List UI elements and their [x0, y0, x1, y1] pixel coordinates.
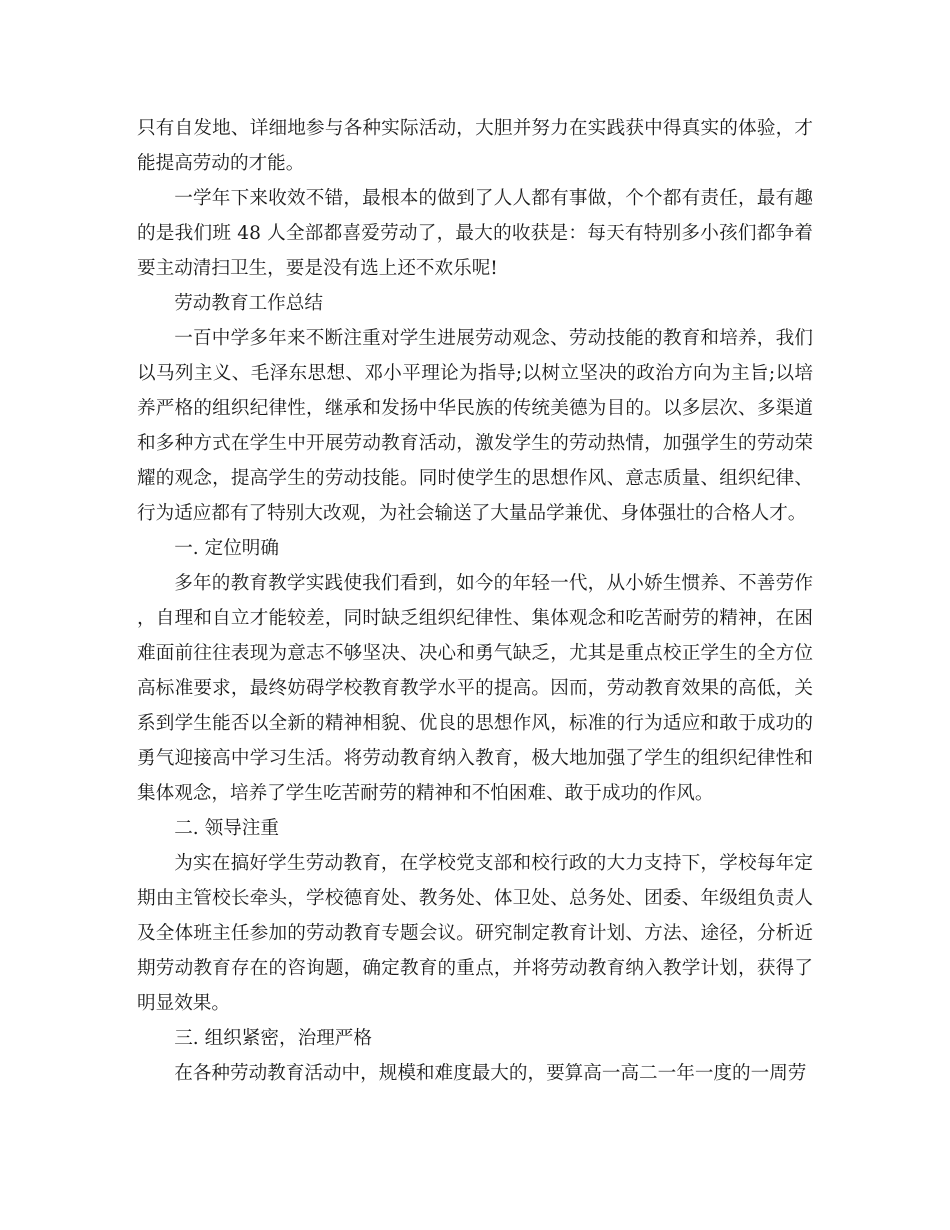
heading-organization: 三. 组织紧密，治理严格: [174, 1028, 372, 1049]
heading-positioning: 一. 定位明确: [174, 538, 279, 559]
paragraph-leadership: 为实在搞好学生劳动教育，在学校党支部和校行政的大力支持下，学校每年定期由主管校长牵头，学校德育处、教务处、体卫处、总务处、团委、年级组负责人及全体班主任参加的劳动教育专题会议。研究制定教育计划、方法、途径，分析近期劳动教育存在的咨询题，确定教育的重点，并将劳动教育纳入教学计划，获得了明显效果。: [137, 853, 813, 1014]
paragraph-1: 只有自发地、详细地参与各种实际活动，大胆并努力在实践获中得真实的体验，才能提高劳动的才能。: [137, 118, 813, 174]
paragraph-positioning: 多年的教育教学实践使我们看到，如今的年轻一代，从小娇生惯养、不善劳作，自理和自立才能较差，同时缺乏组织纪律性、集体观念和吃苦耐劳的精神，在困难面前往往表现为意志不够坚决、决心和勇气缺乏，尤其是重点校正学生的全方位高标准要求，最终妨碍学校教育教学水平的提高。因而，劳动教育效果的高低，关系到学生能否以全新的精神相貌、优良的思想作风，标准的行为适应和敢于成功的勇气迎接高中学习生活。将劳动教育纳入教育，极大地加强了学生的组织纪律性和集体观念，培养了学生吃苦耐劳的精神和不怕困难、敢于成功的作风。: [137, 573, 813, 804]
paragraph-organization: 在各种劳动教育活动中，规模和难度最大的，要算高一高二一年一度的一周劳: [174, 1063, 807, 1084]
heading-leadership: 二. 领导注重: [174, 818, 279, 839]
section-title: 劳动教育工作总结: [174, 293, 323, 314]
paragraph-intro: 一百中学多年来不断注重对学生进展劳动观念、劳动技能的教育和培养，我们以马列主义、毛泽东思想、邓小平理论为指导;以树立坚决的政治方向为主旨;以培养严格的组织纪律性，继承和发扬中华民族的传统美德为目的。以多层次、多渠道和多种方式在学生中开展劳动教育活动，激发学生的劳动热情，加强学生的劳动荣耀的观念，提高学生的劳动技能。同时使学生的思想作风、意志质量、组织纪律、行为适应都有了特别大改观，为社会输送了大量品学兼优、身体强壮的合格人才。: [137, 328, 813, 524]
document-body: [137, 111, 813, 1091]
paragraph-2: 一学年下来收效不错，最根本的做到了人人都有事做，个个都有责任，最有趣的是我们班 48 人全部都喜爱劳动了，最大的收获是：每天有特别多小孩们都争着要主动清扫卫生，要是没有选上还不欢乐呢!: [137, 188, 813, 279]
